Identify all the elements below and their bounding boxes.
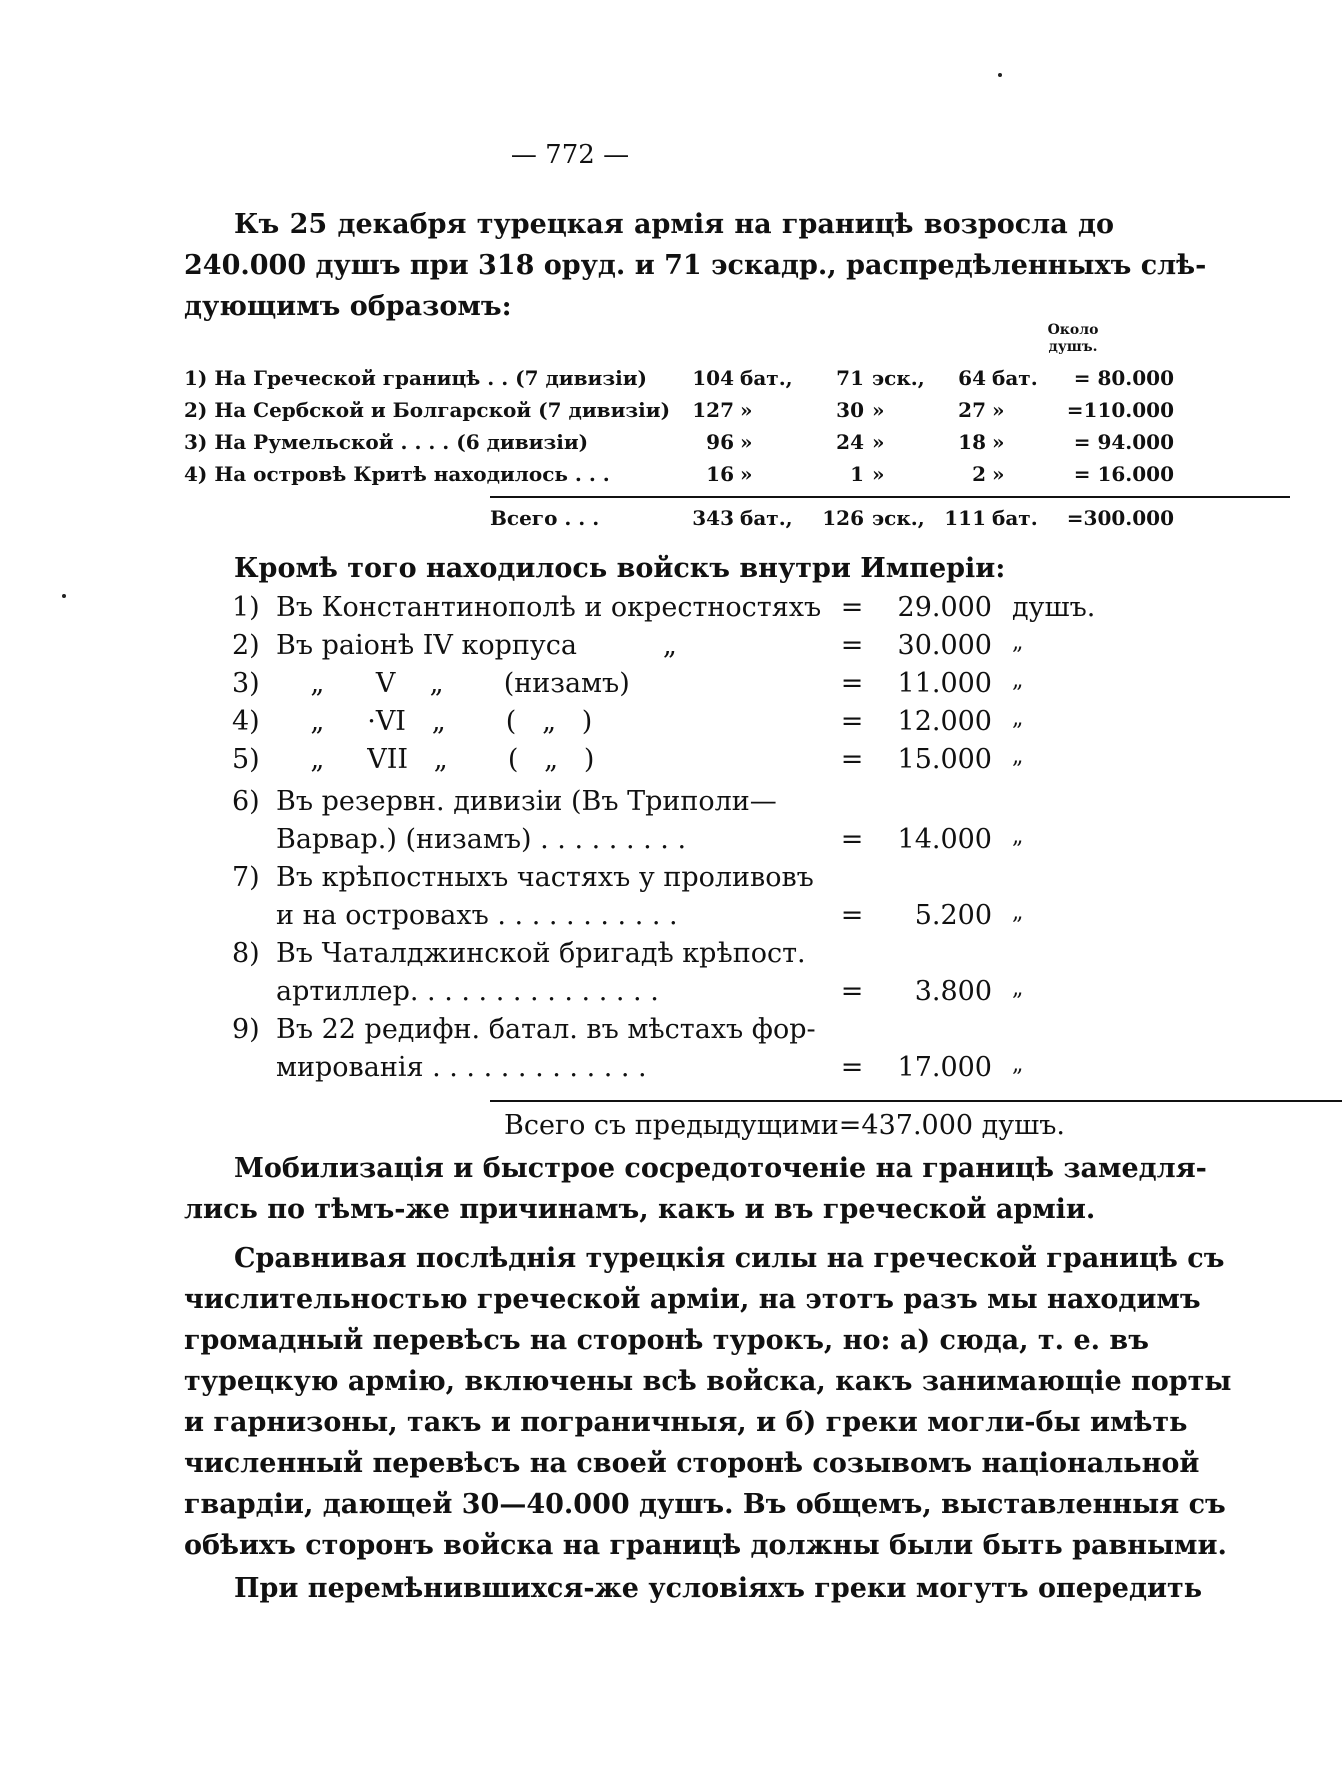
row-value: 17.000	[897, 1052, 992, 1083]
batteries: 2	[972, 462, 986, 486]
battalions-unit: »	[740, 462, 753, 486]
last-paragraph	[184, 1568, 1203, 1609]
row-unit: „	[1012, 744, 1024, 769]
souls-total: = 94.000	[1073, 430, 1174, 454]
row-number: 2)	[232, 630, 260, 661]
row-value: 30.000	[897, 630, 992, 661]
row-value: 29.000	[897, 592, 992, 623]
batteries-unit: бат.	[992, 366, 1038, 390]
row-label: Въ Константинополѣ и окрестностяхъ	[276, 592, 822, 623]
header-line: душъ.	[1048, 339, 1098, 355]
equals-sign: =	[840, 824, 864, 855]
table1-header	[1038, 322, 1108, 356]
scan-speck	[998, 73, 1002, 77]
text-line: Къ 25 декабря турецкая армія на границѣ возросла до	[234, 209, 1114, 240]
row-unit: „	[1012, 668, 1024, 693]
batteries-unit: бат.	[992, 506, 1038, 530]
batteries-unit: »	[992, 462, 1005, 486]
row-number: 4)	[232, 706, 260, 737]
text-line: турецкую армію, включены всѣ войска, какъ занимающіе порты	[184, 1366, 1232, 1397]
squadrons: 126	[822, 506, 864, 530]
comparison-paragraph	[184, 1238, 1232, 1566]
squadrons: 30	[836, 398, 864, 422]
battalions: 104	[692, 366, 734, 390]
squadrons-unit: эск.,	[872, 366, 925, 390]
squadrons-unit: »	[872, 430, 885, 454]
row-label: Въ резервн. дивизіи (Въ Триполи—	[276, 786, 777, 817]
squadrons-unit: эск.,	[872, 506, 925, 530]
page-number: — 772 —	[510, 140, 630, 170]
squadrons: 71	[836, 366, 864, 390]
text-line: лись по тѣмъ-же причинамъ, какъ и въ греческой арміи.	[184, 1194, 1096, 1225]
text-line: громадный перевѣсъ на сторонѣ турокъ, но: а) сюда, т. е. въ	[184, 1325, 1149, 1356]
row-label: мированія . . . . . . . . . . . . .	[276, 1052, 647, 1083]
batteries-unit: »	[992, 398, 1005, 422]
row-unit: „	[1012, 630, 1024, 655]
table-row	[232, 706, 1112, 744]
row-number: 9)	[232, 1014, 260, 1045]
text-line: и гарнизоны, такъ и пограничныя, и б) греки могли-бы имѣть	[184, 1407, 1188, 1438]
intro-paragraph	[184, 204, 1207, 327]
text-line: Кромѣ того находилось войскъ внутри Имперiи:	[234, 553, 1006, 584]
text-line: обѣихъ сторонъ войска на границѣ должны были быть равными.	[184, 1530, 1227, 1561]
table-row-continuation	[232, 1052, 1112, 1090]
souls-total: = 16.000	[1073, 462, 1174, 486]
equals-sign: =	[840, 668, 864, 699]
table-row	[232, 786, 1112, 824]
equals-sign: =	[840, 744, 864, 775]
total-label: Всего . . .	[490, 506, 600, 530]
row-label: 4) На островѣ Критѣ находилось . . .	[184, 462, 610, 486]
row-label: артиллер. . . . . . . . . . . . . . .	[276, 976, 659, 1007]
squadrons-unit: »	[872, 398, 885, 422]
text-line: гвардіи, дающей 30—40.000 душъ. Въ общемъ, выставленныя съ	[184, 1489, 1226, 1520]
batteries: 18	[958, 430, 986, 454]
squadrons-unit: »	[872, 462, 885, 486]
souls-total: =300.000	[1066, 506, 1174, 530]
row-label: 1) На Греческой границѣ . . (7 дивизiи)	[184, 366, 648, 390]
row-label: Варвар.) (низамъ) . . . . . . . . .	[276, 824, 687, 855]
equals-sign: =	[840, 592, 864, 623]
battalions: 16	[706, 462, 734, 486]
table-row-continuation	[232, 976, 1112, 1014]
text-line: Мобилизація и быстрое сосредоточеніе на границѣ замедля-	[234, 1153, 1207, 1184]
battalions-unit: бат.,	[740, 366, 793, 390]
header-line: Около	[1047, 322, 1099, 338]
text-line: При перемѣнившихся-же условіяхъ греки могутъ опередить	[234, 1573, 1203, 1604]
table-row-continuation	[232, 824, 1112, 862]
row-number: 3)	[232, 668, 260, 699]
squadrons: 24	[836, 430, 864, 454]
equals-sign: =	[840, 1052, 864, 1083]
grand-total: Всего съ предыдущими=437.000 душъ.	[504, 1110, 1066, 1141]
table-row	[232, 668, 1112, 706]
equals-sign: =	[840, 976, 864, 1007]
row-number: 6)	[232, 786, 260, 817]
equals-sign: =	[840, 630, 864, 661]
row-unit: „	[1012, 976, 1024, 1001]
batteries: 27	[958, 398, 986, 422]
table-row	[232, 1014, 1112, 1052]
row-unit: „	[1012, 824, 1024, 849]
table-row	[232, 862, 1112, 900]
row-value: 5.200	[914, 900, 992, 931]
table-row	[232, 630, 1112, 668]
row-label: Въ 22 редифн. батал. въ мѣстахъ фор-	[276, 1014, 816, 1045]
row-number: 5)	[232, 744, 260, 775]
equals-sign: =	[840, 706, 864, 737]
row-unit: душъ.	[1012, 592, 1096, 623]
souls-total: = 80.000	[1073, 366, 1174, 390]
battalions: 343	[692, 506, 734, 530]
batteries: 64	[958, 366, 986, 390]
row-unit: „	[1012, 900, 1024, 925]
text-line: Сравнивая послѣднія турецкія силы на греческой границѣ съ	[234, 1243, 1225, 1274]
batteries: 111	[944, 506, 986, 530]
equals-sign: =	[840, 900, 864, 931]
batteries-unit: »	[992, 430, 1005, 454]
row-label: Въ Чаталджинской бригадѣ крѣпост.	[276, 938, 806, 969]
row-value: 3.800	[914, 976, 992, 1007]
row-number: 8)	[232, 938, 260, 969]
row-label: „ ·VI „ ( „ )	[276, 706, 593, 737]
row-value: 11.000	[897, 668, 992, 699]
souls-total: =110.000	[1066, 398, 1174, 422]
row-label: „ VII „ ( „ )	[276, 744, 595, 775]
row-unit: „	[1012, 706, 1024, 731]
row-label: Въ крѣпостныхъ частяхъ у проливовъ	[276, 862, 814, 893]
text-line: численный перевѣсъ на своей сторонѣ созывомъ національной	[184, 1448, 1200, 1479]
table-row	[232, 592, 1112, 630]
table-row-continuation	[232, 900, 1112, 938]
row-label: 2) На Сербской и Болгарской (7 дивизiи)	[184, 398, 671, 422]
text-line: дующимъ образомъ:	[184, 291, 512, 322]
interior-heading	[234, 548, 1006, 589]
sum-rule	[490, 1100, 1342, 1102]
text-line: числительностью греческой арміи, на этотъ разъ мы находимъ	[184, 1284, 1201, 1315]
table-row	[232, 938, 1112, 976]
row-number: 7)	[232, 862, 260, 893]
battalions-unit: »	[740, 430, 753, 454]
total-row	[504, 1110, 1104, 1148]
battalions: 96	[706, 430, 734, 454]
row-unit: „	[1012, 1052, 1024, 1077]
row-number: 1)	[232, 592, 260, 623]
battalions-unit: бат.,	[740, 506, 793, 530]
row-label: Въ раіонѣ IV корпуса „	[276, 630, 677, 661]
row-label: 3) На Румельской . . . . (6 дивизiи)	[184, 430, 589, 454]
scan-speck	[62, 594, 66, 598]
battalions: 127	[692, 398, 734, 422]
row-label: и на островахъ . . . . . . . . . . .	[276, 900, 678, 931]
row-value: 15.000	[897, 744, 992, 775]
row-value: 14.000	[897, 824, 992, 855]
sum-rule	[490, 496, 1290, 498]
row-value: 12.000	[897, 706, 992, 737]
squadrons: 1	[850, 462, 864, 486]
mobilization-paragraph	[184, 1148, 1207, 1230]
text-line: 240.000 душъ при 318 оруд. и 71 эскадр., распредѣленныхъ слѣ-	[184, 250, 1207, 281]
battalions-unit: »	[740, 398, 753, 422]
table-row	[232, 744, 1112, 782]
row-label: „ V „ (низамъ)	[276, 668, 630, 699]
